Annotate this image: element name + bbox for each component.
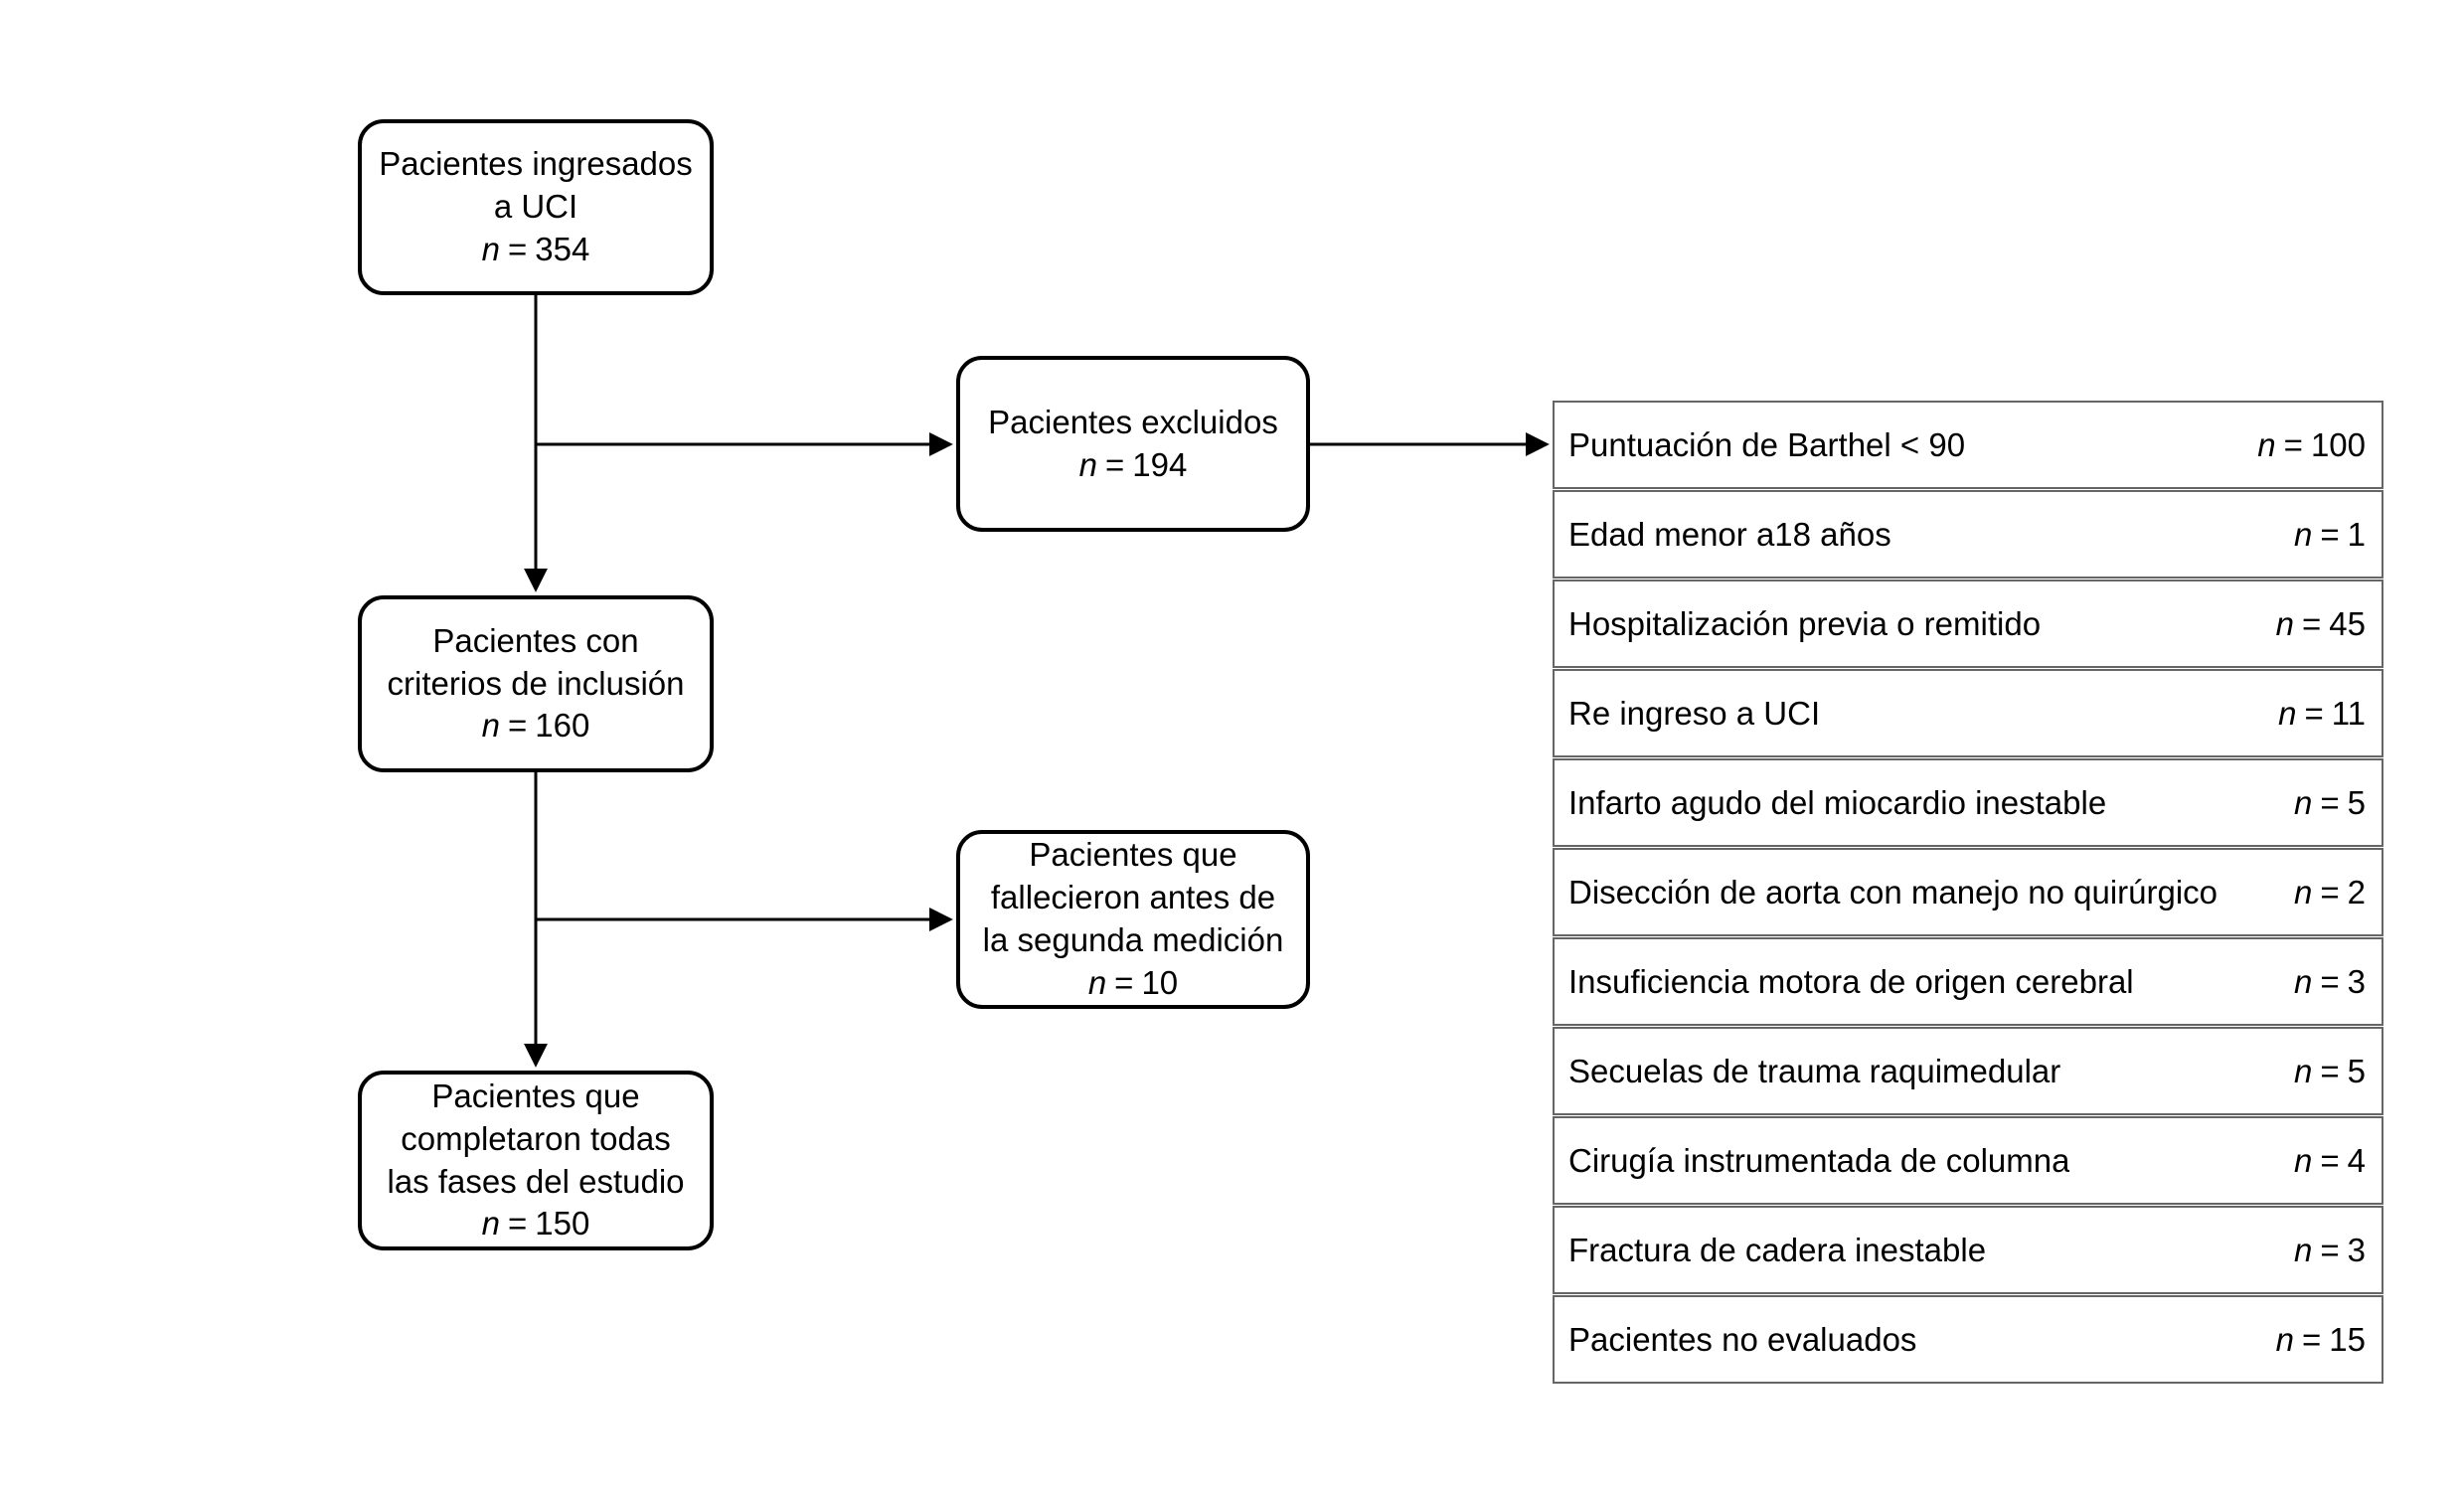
exclusion-reason-label: Pacientes no evaluados (1568, 1320, 1917, 1358)
n-symbol: n (2294, 1052, 2313, 1089)
table-row (1553, 1206, 2383, 1294)
n-value: 5 (2347, 783, 2366, 821)
exclusion-reason-label: Puntuación de Barthel < 90 (1568, 425, 1966, 463)
n-symbol: n (481, 230, 500, 267)
row-n-count (2276, 784, 2366, 822)
n-symbol: n (481, 1205, 500, 1242)
equals-sign: = (508, 707, 528, 745)
n-value: 1 (2347, 515, 2366, 553)
table-row (1553, 490, 2383, 579)
row-n-count (2276, 516, 2366, 554)
n-value: 194 (1132, 445, 1188, 483)
exclusion-reason-label: Fractura de cadera inestable (1568, 1231, 1987, 1268)
exclusion-reason-label: Cirugía instrumentada de columna (1568, 1141, 2070, 1179)
n-value: 15 (2329, 1320, 2366, 1358)
box-text-line: Pacientes con (432, 621, 639, 659)
equals-sign: = (2320, 783, 2340, 821)
n-value: 100 (2310, 425, 2366, 463)
table-row (1553, 669, 2383, 757)
n-value: 45 (2329, 604, 2366, 642)
exclusion-reason-label: Disección de aorta con manejo no quirúrgico (1568, 873, 2218, 911)
flow-box-inclusion-criteria (358, 595, 714, 772)
equals-sign: = (2302, 604, 2322, 642)
n-value: 4 (2347, 1141, 2366, 1179)
row-n-count (2258, 1321, 2366, 1359)
box-text-line: criterios de inclusión (387, 664, 685, 702)
row-n-count (2260, 695, 2366, 733)
exclusion-reason-label: Infarto agudo del miocardio inestable (1568, 783, 2107, 821)
n-symbol: n (2275, 1320, 2294, 1358)
box-text-line: las fases del estudio (387, 1162, 685, 1200)
n-symbol: n (2275, 604, 2294, 642)
exclusion-reason-label: Edad menor a18 años (1568, 515, 1891, 553)
n-value: 150 (535, 1205, 590, 1242)
box-text-line: a UCI (493, 188, 578, 226)
row-n-count (2276, 1142, 2366, 1180)
n-symbol: n (2294, 1231, 2313, 1268)
row-n-count (2276, 874, 2366, 911)
table-row (1553, 937, 2383, 1026)
equals-sign: = (508, 230, 528, 267)
n-value: 3 (2347, 962, 2366, 1000)
equals-sign: = (2320, 962, 2340, 1000)
n-symbol: n (1078, 445, 1097, 483)
exclusion-reason-label: Insuficiencia motora de origen cerebral (1568, 962, 2134, 1000)
exclusion-reason-label: Secuelas de trauma raquimedular (1568, 1052, 2061, 1089)
equals-sign: = (2320, 1141, 2340, 1179)
n-symbol: n (2294, 1141, 2313, 1179)
row-n-count (2239, 426, 2366, 464)
n-value: 2 (2347, 873, 2366, 911)
equals-sign: = (1114, 963, 1134, 1001)
equals-sign: = (2304, 694, 2324, 732)
exclusion-reason-label: Hospitalización previa o remitido (1568, 604, 2042, 642)
equals-sign: = (2320, 873, 2340, 911)
exclusion-table (1553, 401, 2383, 1385)
exclusion-reason-label: Re ingreso a UCI (1568, 694, 1821, 732)
equals-sign: = (2320, 515, 2340, 553)
box-text-line: fallecieron antes de (990, 879, 1276, 916)
equals-sign: = (2320, 1231, 2340, 1268)
n-symbol: n (1087, 963, 1107, 1001)
n-value: 3 (2347, 1231, 2366, 1268)
flow-box-admitted-to-icu (358, 119, 714, 295)
n-symbol: n (481, 707, 500, 745)
table-row (1553, 580, 2383, 668)
box-n-count (482, 1203, 590, 1245)
flow-box-died-before-second-measurement (956, 830, 1310, 1009)
table-row (1553, 848, 2383, 936)
flow-box-excluded (956, 356, 1310, 532)
box-text-line: Pacientes ingresados (379, 145, 693, 183)
n-symbol: n (2257, 425, 2276, 463)
n-symbol: n (2294, 962, 2313, 1000)
n-value: 11 (2331, 694, 2366, 732)
equals-sign: = (2283, 425, 2303, 463)
box-n-count (482, 705, 590, 747)
box-n-count (482, 229, 590, 271)
n-value: 10 (1141, 963, 1179, 1001)
box-n-count (1088, 962, 1178, 1005)
table-row (1553, 1116, 2383, 1205)
n-symbol: n (2294, 515, 2313, 553)
table-row (1553, 1295, 2383, 1384)
equals-sign: = (2302, 1320, 2322, 1358)
box-text-line: la segunda medición (982, 921, 1284, 958)
n-symbol: n (2278, 694, 2297, 732)
row-n-count (2258, 605, 2366, 643)
table-row (1553, 758, 2383, 847)
table-row (1553, 1027, 2383, 1115)
equals-sign: = (1105, 445, 1125, 483)
box-text-line: Pacientes que (1029, 836, 1237, 874)
flow-box-completed-all-phases (358, 1071, 714, 1250)
n-symbol: n (2294, 873, 2313, 911)
box-text-line: Pacientes que (431, 1077, 640, 1114)
equals-sign: = (2320, 1052, 2340, 1089)
box-n-count (1079, 444, 1188, 487)
n-symbol: n (2294, 783, 2313, 821)
row-n-count (2276, 1232, 2366, 1269)
box-text-line: Pacientes excluidos (988, 403, 1278, 440)
n-value: 5 (2347, 1052, 2366, 1089)
box-text-line: completaron todas (401, 1119, 671, 1157)
row-n-count (2276, 963, 2366, 1001)
n-value: 160 (535, 707, 590, 745)
table-row (1553, 401, 2383, 489)
n-value: 354 (535, 230, 590, 267)
equals-sign: = (508, 1205, 528, 1242)
row-n-count (2276, 1053, 2366, 1090)
